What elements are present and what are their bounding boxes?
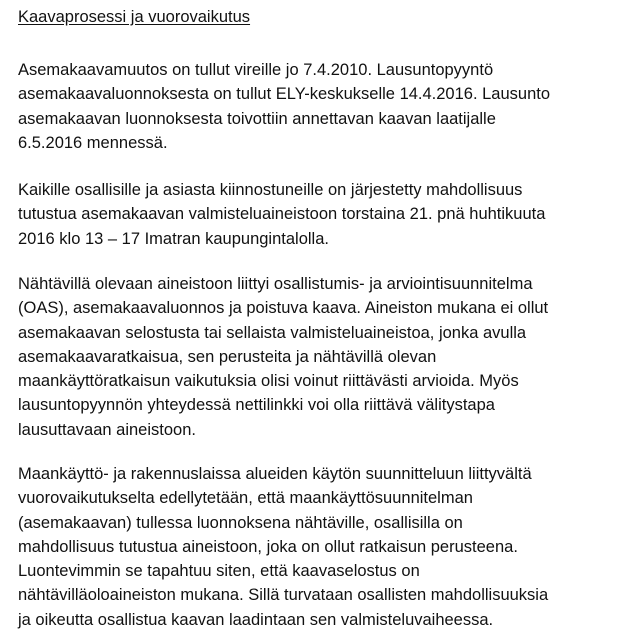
paragraph-1 xyxy=(18,58,550,155)
paragraph-line: Luontevimmin se tapahtuu siten, että kaavaselostus on xyxy=(18,562,420,581)
paragraph-line: (OAS), asemakaavaluonnos ja poistuva kaava. Aineiston mukana ei ollut xyxy=(18,299,549,318)
paragraph-4 xyxy=(18,462,548,632)
paragraph-line: 2016 klo 13 – 17 Imatran kaupungintalolla. xyxy=(18,229,329,248)
paragraph-line: lausuntopyynnön yhteydessä nettilinkki voi olla riittävä välitystapa xyxy=(18,396,495,415)
paragraph-line: lausuttavaan aineistoon. xyxy=(18,420,196,439)
paragraph-line: (asemakaavan) tullessa luonnoksena nähtäville, osallisilla on xyxy=(18,513,463,532)
paragraph-line: Nähtävillä olevaan aineistoon liittyi osallistumis- ja arviointisuunnitelma xyxy=(18,275,533,293)
paragraph-3 xyxy=(18,272,548,442)
paragraph-line: asemakaavan luonnoksesta toivottiin annettavan kaavan laatijalle xyxy=(18,109,496,128)
paragraph-line: 6.5.2016 mennessä. xyxy=(18,133,168,152)
paragraph-2 xyxy=(18,178,545,251)
paragraph-line: mahdollisuus tutustua aineistoon, joka on ollut ratkaisun perusteena. xyxy=(18,537,518,556)
paragraph-line: asemakaavan selostusta tai sellaista valmisteluaineistoa, jonka avulla xyxy=(18,323,527,342)
paragraph-line: tutustua asemakaavan valmisteluaineistoon torstaina 21. pnä huhtikuuta xyxy=(18,205,546,224)
paragraph-line: asemakaavaluonnoksesta on tullut ELY-keskukselle 14.4.2016. Lausunto xyxy=(18,85,551,104)
paragraph-line: ja oikeutta osallistua kaavan laadintaan sen valmisteluvaiheessa. xyxy=(18,610,494,629)
paragraph-line: Asemakaavamuutos on tullut vireille jo 7.4.2010. Lausuntopyyntö xyxy=(18,61,494,79)
paragraph-line: maankäyttöratkaisun vaikutuksia olisi voinut riittävästi arvioida. Myös xyxy=(18,372,519,391)
paragraph-line: vuorovaikutukselta edellytetään, että maankäyttösuunnitelman xyxy=(18,489,473,508)
paragraph-line: asemakaavaratkaisua, sen perusteita ja nähtävillä olevan xyxy=(18,347,437,366)
paragraph-line: nähtävilläoloaineiston mukana. Sillä turvataan osallisten mahdollisuuksia xyxy=(18,586,549,605)
section-heading: Kaavaprosessi ja vuorovaikutus xyxy=(18,8,251,26)
paragraph-line: Maankäyttö- ja rakennuslaissa alueiden käytön suunnitteluun liittyvältä xyxy=(18,465,532,483)
paragraph-line: Kaikille osallisille ja asiasta kiinnostuneille on järjestetty mahdollisuus xyxy=(18,181,523,199)
